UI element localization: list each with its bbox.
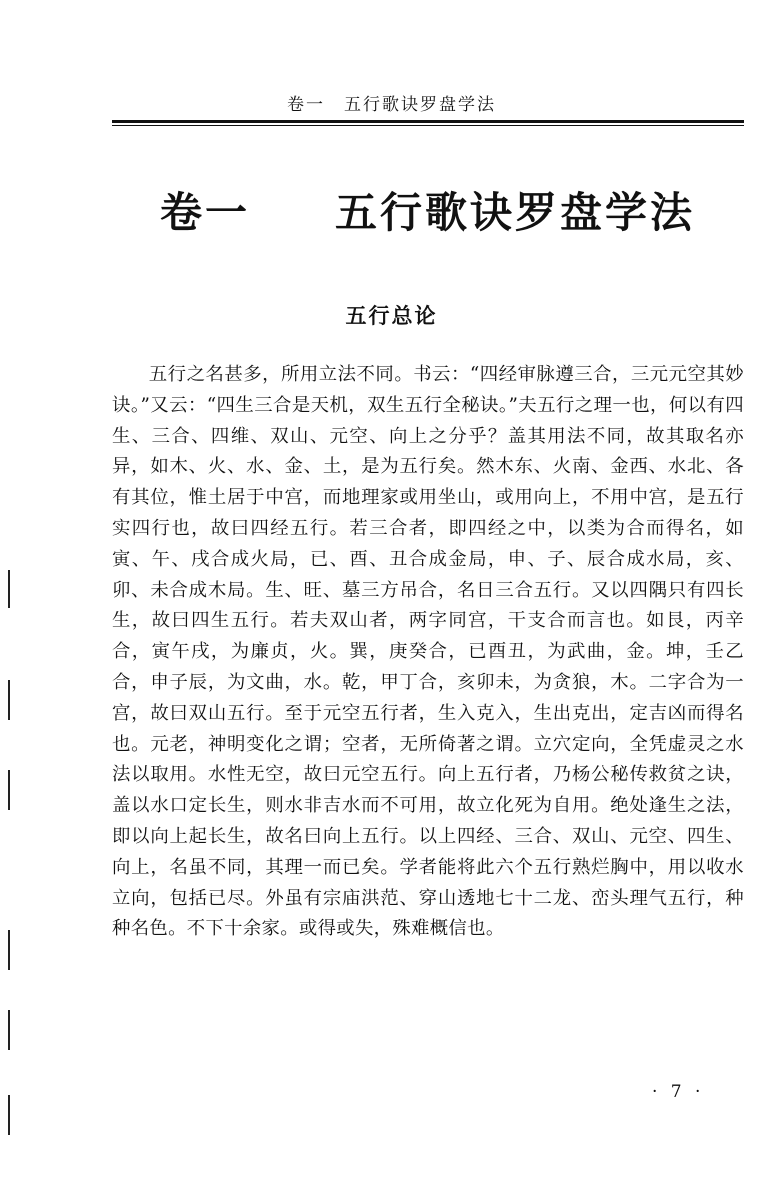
chapter-number: 卷一 xyxy=(160,188,251,237)
page-number: · 7 · xyxy=(652,1082,705,1102)
scan-edge-mark xyxy=(8,770,10,810)
scan-edge-mark xyxy=(8,930,10,970)
scan-edge-mark xyxy=(8,1010,10,1050)
scan-edge-mark xyxy=(8,680,10,720)
header-rule-thin xyxy=(112,125,744,126)
scan-edge-mark xyxy=(8,570,10,608)
body-paragraph: 五行之名甚多，所用立法不同。书云：“四经审脉遵三合，三元元空其妙诀。”又云：“四生三合是天机，双生五行全秘诀。”夫五行之理一也，何以有四生、三合、四维、双山、元空、向上之分乎？盖其用法不同，故其取名亦异，如木、火、水、金、土，是为五行矣。然木东、火南、金西、水北、各有其位，惟土居于中宫，而地理家或用坐山，或用向上，不用中宫，是五行实四行也，故曰四经五行。若三合者，即四经之中，以类为合而得名，如寅、午、戌合成火局，已、酉、丑合成金局，申、子、辰合成水局，亥、卯、未合成木局。生、旺、墓三方吊合，名日三合五行。又以四隅只有四长生，故曰四生五行。若夫双山者，两字同宫，干支合而言也。如艮，丙辛合，寅午戌，为廉贞，火。巽，庚癸合，已酉丑，为武曲，金。坤，壬乙合，申子辰，为文曲，水。乾，甲丁合，亥卯未，为贪狼，木。二字合为一宫，故曰双山五行。至于元空五行者，生入克入，生出克出，定吉凶而得名也。元老，神明变化之谓；空者，无所倚著之谓。立穴定向，全凭虚灵之水法以取用。水性无空，故曰元空五行。向上五行者，乃杨公秘传救贫之诀，盖以水口定长生，则水非吉水而不可用，故立化死为自用。绝处逢生之法，即以向上起长生，故名曰向上五行。以上四经、三合、双山、元空、四生、向上，名虽不同，其理一而已矣。学者能将此六个五行熟烂胸中，用以收水立向，包括已尽。外虽有宗庙洪范、穿山透地七十二龙、峦头理气五行，种种名色。不下十余家。或得或失，殊难概信也。 xyxy=(112,364,744,940)
section-title: 五行总论 xyxy=(345,304,438,328)
scan-edge-mark xyxy=(8,1095,10,1135)
running-head: 卷一 五行歌诀罗盘学法 xyxy=(287,95,496,115)
header-rule-thick xyxy=(112,120,744,123)
chapter-name: 五行歌诀罗盘学法 xyxy=(335,188,696,237)
